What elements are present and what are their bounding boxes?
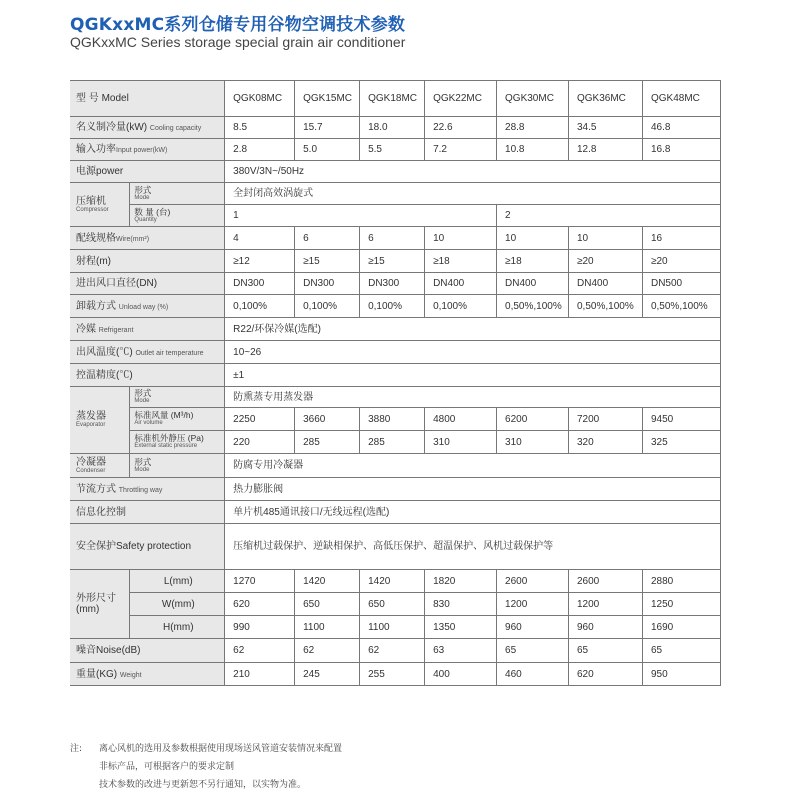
wire-cell: 10 [425,227,497,250]
dim-h-cell: 960 [569,616,643,639]
compressor-qty-label: 数 量 (台) Quantity [130,205,225,227]
throttle-value: 热力膨胀阀 [225,478,721,501]
dim-h-cell: 1100 [360,616,425,639]
weight-cell: 255 [360,663,425,686]
unload-cell: 0,50%,100% [569,295,643,318]
model-cell: QGK08MC [225,81,295,117]
safety-label: 安全保护Safety protection [70,524,225,570]
dim-l-cell: 2600 [497,570,569,593]
compressor-label: 压缩机 Compressor [70,183,130,227]
dims-label: 外形尺寸 (mm) [70,570,130,639]
compressor-mode-label: 形式 Mode [130,183,225,205]
compressor-mode-value: 全封闭高效涡旋式 [225,183,721,205]
model-cell: QGK30MC [497,81,569,117]
dim-w-cell: 620 [225,593,295,616]
range-row [70,250,721,273]
weight-row [70,663,721,686]
model-cell: QGK36MC [569,81,643,117]
dim-h-label: H(mm) [130,616,225,639]
dim-h-cell: 960 [497,616,569,639]
refrigerant-row [70,318,721,341]
evaporator-mode-label: 形式 Mode [130,387,225,408]
cooling-cell: 18.0 [360,117,425,139]
cooling-label: 名义制冷量(kW) Cooling capacity [70,117,225,139]
noise-cell: 65 [642,639,720,663]
safety-value: 压缩机过载保护、逆缺相保护、高低压保护、超温保护、风机过载保护等 [225,524,721,570]
range-cell: ≥18 [497,250,569,273]
range-cell: ≥15 [295,250,360,273]
dim-l-cell: 1420 [360,570,425,593]
dim-w-cell: 830 [425,593,497,616]
dim-l-cell: 2880 [642,570,720,593]
noise-cell: 62 [360,639,425,663]
note-line: 技术参数的改进与更新恕不另行通知，以实物为准。 [99,780,307,790]
wire-cell: 16 [642,227,720,250]
power-cell: 5.5 [360,139,425,161]
dim-w-cell: 650 [360,593,425,616]
dim-l-cell: 2600 [569,570,643,593]
unload-cell: 0,50%,100% [642,295,720,318]
compressor-mode-row [70,183,721,205]
info-ctrl-value: 单片机485通讯接口/无线远程(选配) [225,501,721,524]
range-cell: ≥18 [425,250,497,273]
refrigerant-value: R22/环保冷媒(选配) [225,318,721,341]
dim-w-row [70,593,721,616]
outlet-row [70,273,721,295]
weight-cell: 400 [425,663,497,686]
noise-cell: 62 [225,639,295,663]
power-cell: 7.2 [425,139,497,161]
dim-w-cell: 1200 [569,593,643,616]
supply-row [70,161,721,183]
range-label: 射程(m) [70,250,225,273]
unload-cell: 0,100% [225,295,295,318]
wire-cell: 6 [360,227,425,250]
power-cell: 12.8 [569,139,643,161]
static-pressure-label: 标准机外静压 (Pa) External static pressure [130,431,225,454]
air-volume-cell: 9450 [642,408,720,431]
noise-row [70,639,721,663]
dim-h-cell: 1350 [425,616,497,639]
outlet-cell: DN300 [225,273,295,295]
page-title: QGKxxMC系列仓储专用谷物空调技术参数 [70,15,406,35]
noise-cell: 65 [497,639,569,663]
dim-h-cell: 1100 [295,616,360,639]
model-cell: QGK22MC [425,81,497,117]
range-cell: ≥15 [360,250,425,273]
outlet-label: 进出风口直径(DN) [70,273,225,295]
weight-cell: 460 [497,663,569,686]
condenser-label: 冷凝器 Condenser [70,454,130,478]
info-ctrl-row [70,501,721,524]
weight-cell: 620 [569,663,643,686]
supply-value: 380V/3N~/50Hz [225,161,721,183]
condenser-mode-label: 形式 Mode [130,454,225,478]
compressor-qty-row [70,205,721,227]
unload-cell: 0,100% [425,295,497,318]
dim-w-label: W(mm) [130,593,225,616]
static-pressure-cell: 310 [425,431,497,454]
model-row [70,81,721,117]
condenser-value: 防腐专用冷凝器 [225,454,721,478]
temp-ctrl-label: 控温精度(℃) [70,364,225,387]
dim-l-cell: 1420 [295,570,360,593]
static-pressure-row [70,431,721,454]
model-cell: QGK15MC [295,81,360,117]
info-ctrl-label: 信息化控制 [70,501,225,524]
cooling-row [70,117,721,139]
static-pressure-cell: 285 [295,431,360,454]
compressor-qty-value: 2 [497,205,721,227]
air-volume-cell: 7200 [569,408,643,431]
unload-cell: 0,100% [295,295,360,318]
dim-h-row [70,616,721,639]
evaporator-mode-value: 防熏蒸专用蒸发器 [225,387,721,408]
air-volume-row [70,408,721,431]
condenser-row [70,454,721,478]
unload-row [70,295,721,318]
cooling-cell: 8.5 [225,117,295,139]
power-row [70,139,721,161]
noise-cell: 62 [295,639,360,663]
static-pressure-cell: 220 [225,431,295,454]
unload-cell: 0,100% [360,295,425,318]
power-cell: 16.8 [642,139,720,161]
wire-row [70,227,721,250]
outlet-cell: DN400 [497,273,569,295]
note-line: 离心风机的选用及参数根据使用现场送风管道安装情况来配置 [99,744,343,754]
weight-cell: 210 [225,663,295,686]
dim-h-cell: 990 [225,616,295,639]
model-label: 型 号 Model [70,81,225,117]
wire-cell: 4 [225,227,295,250]
air-volume-cell: 2250 [225,408,295,431]
outlet-cell: DN500 [642,273,720,295]
dim-w-cell: 1200 [497,593,569,616]
cooling-cell: 28.8 [497,117,569,139]
wire-cell: 6 [295,227,360,250]
outlet-cell: DN400 [425,273,497,295]
notes-prefix: 注: [70,744,83,754]
cooling-cell: 15.7 [295,117,360,139]
air-volume-cell: 6200 [497,408,569,431]
spec-table [70,80,721,686]
air-volume-label: 标准风量 (M³/h) Air volume [130,408,225,431]
outlet-cell: DN400 [569,273,643,295]
power-cell: 2.8 [225,139,295,161]
noise-cell: 65 [569,639,643,663]
power-cell: 5.0 [295,139,360,161]
air-volume-cell: 3880 [360,408,425,431]
dim-h-cell: 1690 [642,616,720,639]
static-pressure-cell: 325 [642,431,720,454]
cooling-cell: 34.5 [569,117,643,139]
range-cell: ≥20 [569,250,643,273]
note-line: 非标产品，可根据客户的要求定制 [99,762,235,772]
throttle-row [70,478,721,501]
air-volume-cell: 3660 [295,408,360,431]
outlet-cell: DN300 [360,273,425,295]
supply-label: 电源power [70,161,225,183]
noise-label: 噪音Noise(dB) [70,639,225,663]
dim-w-cell: 650 [295,593,360,616]
power-cell: 10.8 [497,139,569,161]
outlet-temp-row [70,341,721,364]
model-cell: QGK18MC [360,81,425,117]
unload-cell: 0,50%,100% [497,295,569,318]
wire-label: 配线规格Wire(mm²) [70,227,225,250]
weight-cell: 245 [295,663,360,686]
air-volume-cell: 4800 [425,408,497,431]
weight-cell: 950 [642,663,720,686]
safety-row [70,524,721,570]
model-cell: QGK48MC [642,81,720,117]
page-subtitle: QGKxxMC Series storage special grain air conditioner [70,34,406,50]
power-label: 输入功率Input power(kW) [70,139,225,161]
outlet-temp-label: 出风温度(℃) Outlet air temperature [70,341,225,364]
dim-l-cell: 1820 [425,570,497,593]
noise-cell: 63 [425,639,497,663]
dim-l-label: L(mm) [130,570,225,593]
static-pressure-cell: 285 [360,431,425,454]
evaporator-mode-row [70,387,721,408]
evaporator-label: 蒸发器 Evaporator [70,387,130,454]
throttle-label: 节流方式 Throttling way [70,478,225,501]
cooling-cell: 46.8 [642,117,720,139]
dim-l-cell: 1270 [225,570,295,593]
dim-w-cell: 1250 [642,593,720,616]
wire-cell: 10 [497,227,569,250]
compressor-qty-value: 1 [225,205,497,227]
outlet-cell: DN300 [295,273,360,295]
static-pressure-cell: 310 [497,431,569,454]
temp-ctrl-row [70,364,721,387]
static-pressure-cell: 320 [569,431,643,454]
temp-ctrl-value: ±1 [225,364,721,387]
dim-l-row [70,570,721,593]
wire-cell: 10 [569,227,643,250]
cooling-cell: 22.6 [425,117,497,139]
weight-label: 重量(KG) Weight [70,663,225,686]
range-cell: ≥20 [642,250,720,273]
range-cell: ≥12 [225,250,295,273]
outlet-temp-value: 10~26 [225,341,721,364]
unload-label: 卸载方式 Unload way (%) [70,295,225,318]
refrigerant-label: 冷媒 Refrigerant [70,318,225,341]
